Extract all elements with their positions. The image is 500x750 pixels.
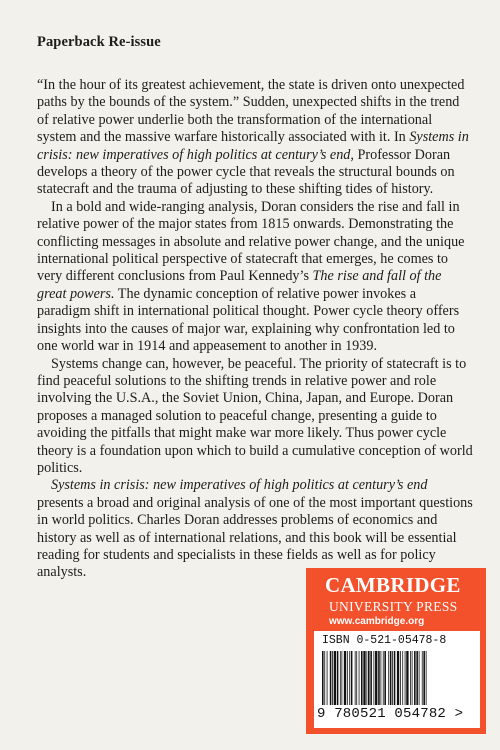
blurb-paragraph-2 [37,199,473,356]
blurb-paragraph-1 [37,77,473,199]
paragraph-3-part-1: Systems change can, however, be peaceful. The priority of statecraft is to find peaceful solutions to the shifting trends in relative power and role involving the U.S.A., the Soviet Union, China, Japan, and Europe. Doran proposes a managed solution to peaceful change, presenting a guide to avoiding the pitfalls that might make war more likely. Thus power cycle theory is a foundation upon which to build a cumulative conception of world politics. [37,355,473,476]
paragraph-1-part-1: “In the hour of its greatest achievement, the state is driven onto unexpected paths by the bounds of the system.” Sudden, unexpected shifts in the trend of relative power underlie both the transformation of the international system and the massive warfare historically associated with it. In [37,77,465,146]
kennedy-title-inline: The rise and fall of the great powers. [37,268,442,302]
blurb-paragraph-4 [37,477,473,581]
blurb-paragraph-3 [37,356,473,478]
book-title-inline-2: Systems in crisis: new imperatives of high politics at century’s end [51,477,428,494]
blurb-text [37,77,473,582]
barcode-icon [322,651,472,705]
paragraph-2-part-1: In a bold and wide-ranging analysis, Doran considers the rise and fall in relative power of the major states from 1815 onwards. Demonstrating the conflicting messages in absolute and relative power change, and the unique international political perspective of statecraft that emerges, he comes to very different conclusions from Paul Kennedy’s [37,198,465,285]
barcode-panel [314,631,480,728]
publisher-logo-box [306,568,486,734]
isbn-label: ISBN 0-521-05478-8 [322,634,447,647]
paragraph-2-part-3: The dynamic conception of relative power invokes a paradigm shift in international political thought. Power cycle theory offers insights into the causes of major war, explaining why confrontation led to one world war in 1914 and appeasement to another in 1939. [37,285,460,355]
publisher-name: CAMBRIDGE [325,573,461,597]
publisher-press: UNIVERSITY PRESS [329,599,458,614]
paragraph-4-part-2: presents a broad and original analysis of one of the most important questions in world politics. Charles Doran addresses problems of economics and history as well as of international relations, and this book will be essential reading for students and specialists in these fields as well as for policy analysts. [37,494,473,581]
book-title-inline: Systems in crisis: new imperatives of high politics at century’s end, [37,129,469,163]
paragraph-1-part-3: Professor Doran develops a theory of the power cycle that reveals the structural bounds on statecraft and the trauma of adjusting to these shifting tides of history. [37,146,455,198]
barcode-number: 9 780521 054782 > [317,706,464,722]
publisher-website: www.cambridge.org [329,616,425,627]
reissue-heading: Paperback Re-issue [37,34,161,50]
